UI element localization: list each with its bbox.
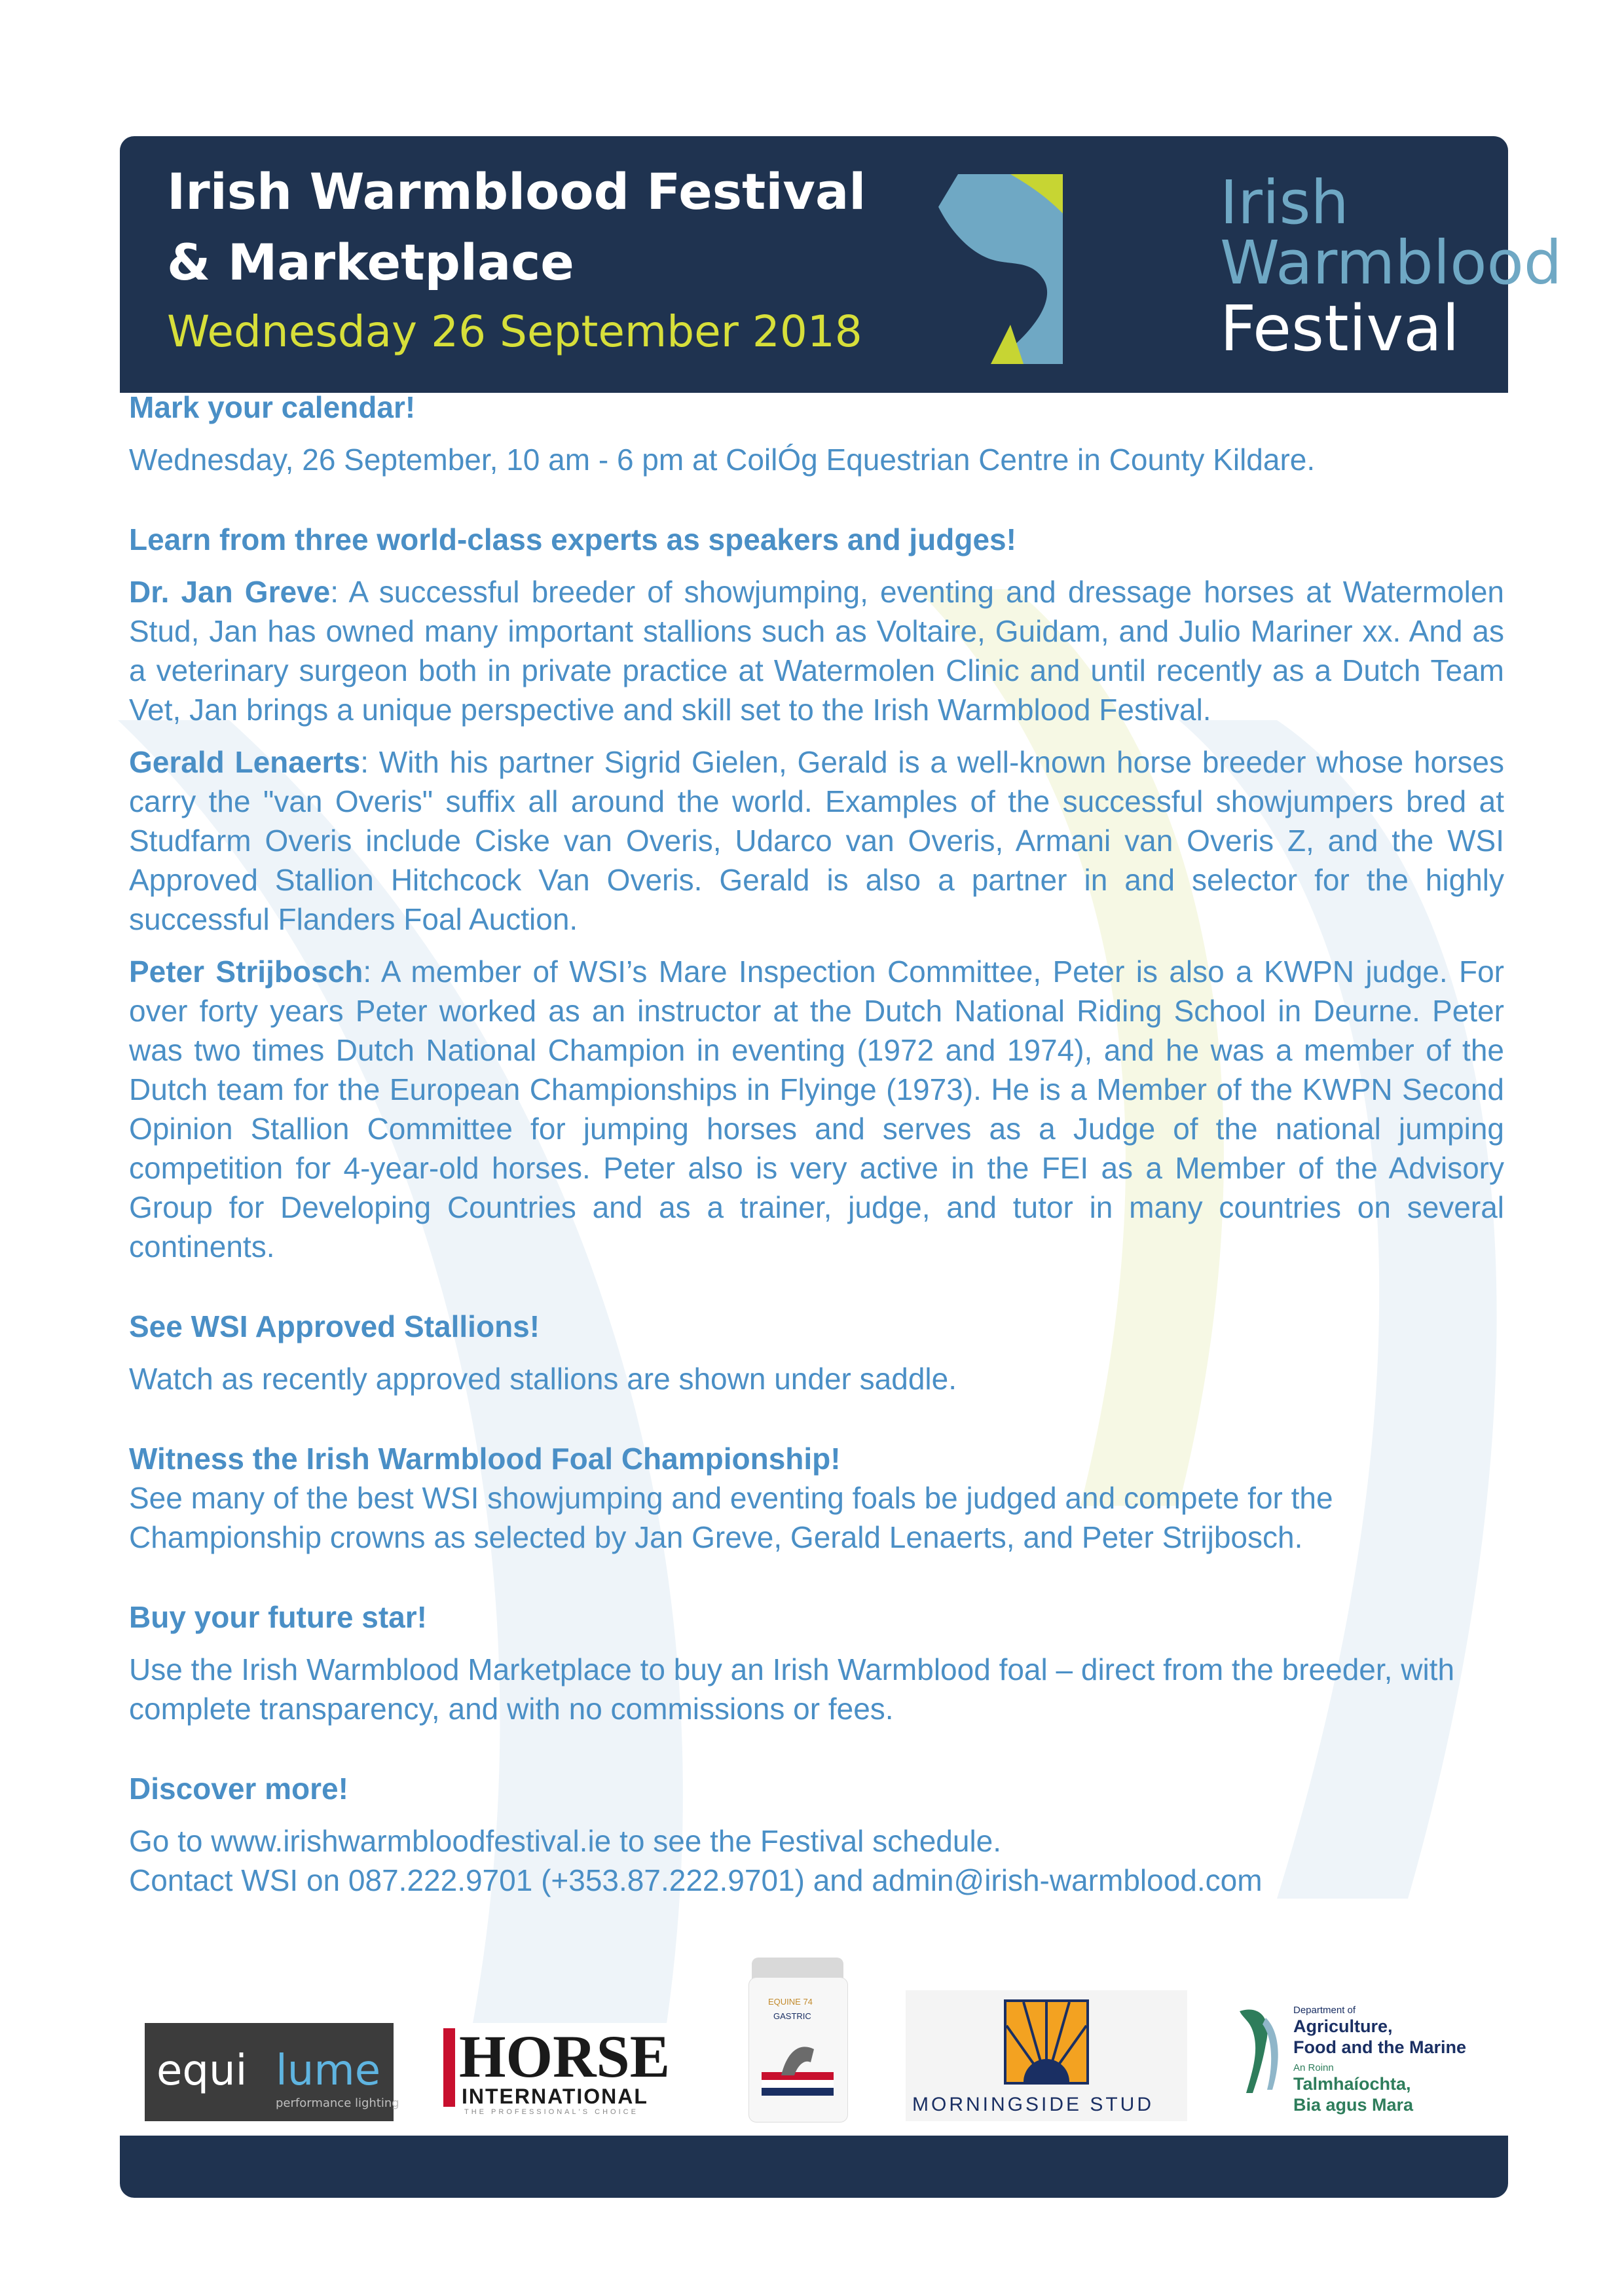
international-text: INTERNATIONAL xyxy=(462,2085,648,2108)
logo-text-irish: Irish xyxy=(1220,168,1349,238)
logo-text-festival: Festival xyxy=(1220,292,1460,365)
equilume-text-a: equi xyxy=(157,2047,248,2095)
foals-heading: Witness the Irish Warmblood Foal Championship! xyxy=(129,1442,841,1476)
expert-bio xyxy=(129,742,1504,939)
equilume-tagline: performance lighting xyxy=(276,2096,399,2110)
equilume-text-b: lume xyxy=(276,2047,381,2095)
sunrise-icon xyxy=(1004,1999,1089,2085)
horse-tagline: THE PROFESSIONAL'S CHOICE xyxy=(464,2108,638,2116)
experts-heading: Learn from three world-class experts as speakers and judges! xyxy=(129,522,1016,556)
horse-international-logo xyxy=(442,2023,700,2121)
expert-bio-text: : With his partner Sigrid Gielen, Gerald is a well-known horse breeder whose horses carry the "van Overis" suffix all around the world. Examples of the successful showjumpers bred at Studfarm Overis include Ciske van Overis, Udarco van Overis, Armani van Overis Z, and the WSI Approved Stallion Hitchcock Van Overis. Gerald is also a partner in and selector for the highly successful Flanders Foal Auction. xyxy=(129,745,1504,936)
agri-irish-line1: Talmhaíochta, xyxy=(1293,2074,1411,2094)
main-content xyxy=(129,388,1504,1900)
expert-bio xyxy=(129,952,1504,1266)
morningside-text: MORNINGSIDE STUD xyxy=(912,2094,1154,2115)
foals-text: See many of the best WSI showjumping and eventing foals be judged and compete for the Championship crowns as selected by Jan Greve, Gerald Lenaerts, and Peter Strijbosch. xyxy=(129,1481,1333,1554)
sponsor-logos xyxy=(120,1958,1508,2128)
agri-name-line1: Agriculture, xyxy=(1293,2016,1393,2036)
equine-product: GASTRIC xyxy=(773,2011,811,2021)
calendar-text: Wednesday, 26 September, 10 am - 6 pm at CoilÓg Equestrian Centre in County Kildare. xyxy=(129,443,1316,477)
expert-bio xyxy=(129,572,1504,729)
harp-icon xyxy=(1233,2005,1285,2096)
discover-line2: Contact WSI on 087.222.9701 (+353.87.222.9701) and admin@irish-warmblood.com xyxy=(129,1863,1263,1897)
agri-name-line2: Food and the Marine xyxy=(1293,2037,1467,2057)
logo-text-warmblood: Warmblood xyxy=(1220,228,1562,298)
equine-brand: EQUINE 74 xyxy=(768,1997,813,2007)
expert-name: Peter Strijbosch xyxy=(129,955,363,989)
expert-name: Gerald Lenaerts xyxy=(129,745,361,779)
marketplace-heading: Buy your future star! xyxy=(129,1600,427,1634)
agri-irish-line2: Bia agus Mara xyxy=(1293,2095,1414,2115)
stallions-heading: See WSI Approved Stallions! xyxy=(129,1309,540,1343)
calendar-heading: Mark your calendar! xyxy=(129,390,416,424)
agri-roinn-label: An Roinn xyxy=(1293,2062,1334,2073)
marketplace-text: Use the Irish Warmblood Marketplace to buy an Irish Warmblood foal – direct from the breeder, with complete transparency, and with no commissions or fees. xyxy=(129,1652,1455,1726)
discover-line1: Go to www.irishwarmbloodfestival.ie to see the Festival schedule. xyxy=(129,1824,1002,1858)
morningside-stud-logo xyxy=(906,1990,1187,2121)
header-banner xyxy=(120,136,1562,393)
page-title-line1: Irish Warmblood Festival xyxy=(167,162,866,221)
festival-logo xyxy=(912,168,1562,377)
equine-gastric-product xyxy=(748,1958,847,2121)
horse-text: HORSE xyxy=(459,2023,671,2090)
expert-name: Dr. Jan Greve xyxy=(129,575,331,609)
horse-flag-icon xyxy=(762,2036,834,2102)
agri-dept-label: Department of xyxy=(1293,2005,1356,2016)
agriculture-dept-logo xyxy=(1233,2005,1495,2123)
footer-bar xyxy=(120,2136,1508,2198)
horse-head-icon xyxy=(912,168,1200,377)
expert-bio-text: : A member of WSI’s Mare Inspection Committee, Peter is also a KWPN judge. For over forty years Peter worked as an instructor at the Dutch National Riding School in Deurne. Peter was two times Dutch National Champion in eventing (1972 and 1974), and he was a member of the Dutch team for the European Championships in Flyinge (1973). He is a Member of the KWPN Second Opinion Stallion Committee for jumping horses and serves as a Judge of the national jumping competition for 4-year-old horses. Peter also is very active in the FEI as a Member of the Advisory Group for Developing Countries and as a trainer, judge, and tutor in many countries on several continents. xyxy=(129,955,1504,1264)
discover-heading: Discover more! xyxy=(129,1772,348,1806)
expert-bio-text: : A successful breeder of showjumping, eventing and dressage horses at Watermolen Stud, Jan has owned many important stallions such as Voltaire, Guidam, and Julio Mariner xx. And as a veterinary surgeon both in private practice at Watermolen Clinic and until recently as a Dutch Team Vet, Jan brings a unique perspective and skill set to the Irish Warmblood Festival. xyxy=(129,575,1504,727)
page-title-line2: & Marketplace xyxy=(167,233,574,291)
event-date: Wednesday 26 September 2018 xyxy=(167,306,862,357)
equilume-logo xyxy=(145,2023,399,2121)
stallions-text: Watch as recently approved stallions are shown under saddle. xyxy=(129,1362,957,1396)
